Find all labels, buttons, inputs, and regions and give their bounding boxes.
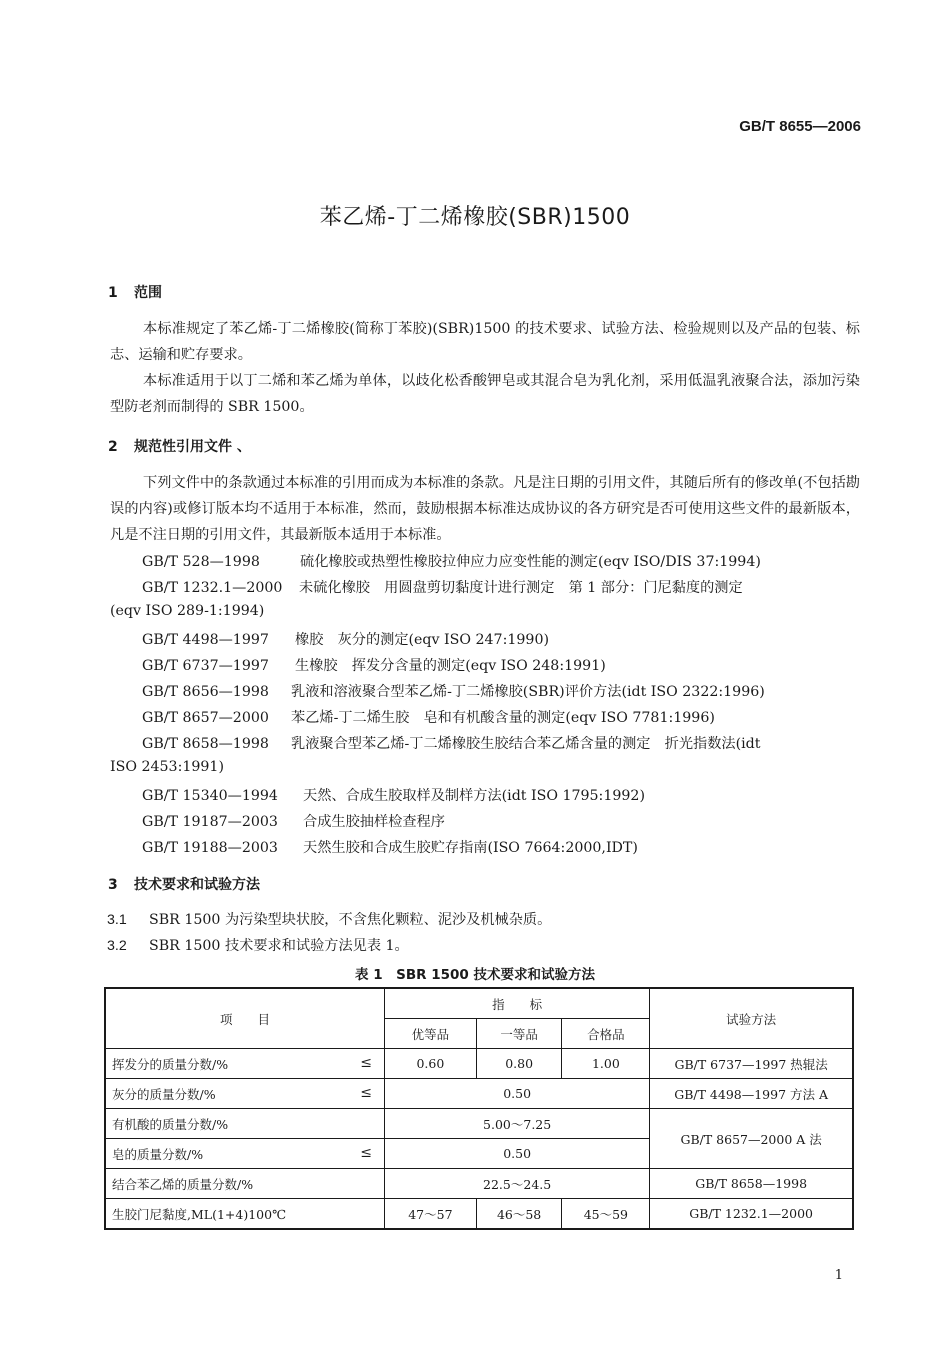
row-item: 结合苯乙烯的质量分数/% [105,1169,385,1199]
spec-table [104,987,854,1230]
clause-3-1: 3.1 SBR 1500 为污染型块状胶，不含焦化颗粒、泥沙及机械杂质。 [107,912,552,928]
row-item: 生胶门尼黏度,ML(1+4)100℃ [105,1199,385,1230]
table-row: 结合苯乙烯的质量分数/% 22.5～24.5 GB/T 8658—1998 [105,1169,853,1199]
reference-line-continuation: (eqv ISO 289-1:1994) [110,603,265,619]
page-number: 1 [834,1268,843,1283]
table-row: 灰分的质量分数/% ≤ 0.50 GB/T 4498—1997 方法 A [105,1079,853,1109]
table-row: 皂的质量分数/% ≤ 0.50 [105,1139,853,1169]
section-3-heading [108,874,260,894]
document-title: 苯乙烯-丁二烯橡胶(SBR)1500 [319,205,631,230]
reference-line: GB/T 8658—1998 乳液聚合型苯乙烯-丁二烯橡胶生胶结合苯乙烯含量的测定 折光指数法(idt [142,736,761,752]
reference-line: GB/T 1232.1—2000 未硫化橡胶 用圆盘剪切黏度计进行测定 第 1 部分：门尼黏度的测定 [142,580,743,596]
table-row: 生胶门尼黏度,ML(1+4)100℃ 47～57 46～58 45～59 GB/T 1232.1—2000 [105,1199,853,1230]
section-number: 1 [108,285,118,301]
section-number: 3 [108,877,118,893]
row-item: 灰分的质量分数/% ≤ [105,1079,385,1109]
section-title: 规范性引用文件 、 [134,439,251,455]
section-title: 范围 [134,285,162,301]
clause-3-2: 3.2 SBR 1500 技术要求和试验方法见表 1。 [107,938,409,954]
section-number: 2 [108,439,118,455]
table-row: 有机酸的质量分数/% 5.00～7.25 GB/T 8657—2000 A 法 [105,1109,853,1139]
reference-line: GB/T 6737—1997 生橡胶 挥发分含量的测定(eqv ISO 248:1991) [142,658,606,674]
table-row: 挥发分的质量分数/% ≤ 0.60 0.80 1.00 GB/T 6737—1997 热辊法 [105,1049,853,1079]
row-item: 有机酸的质量分数/% [105,1109,385,1139]
header-grade-excellent: 优等品 [385,1019,477,1049]
header-index: 指 标 [385,988,650,1019]
reference-line: GB/T 528—1998 硫化橡胶或热塑性橡胶拉伸应力应变性能的测定(eqv ISO/DIS 37:1994) [142,554,761,570]
reference-line: GB/T 15340—1994 天然、合成生胶取样及制样方法(idt ISO 1795:1992) [142,788,645,804]
section-1-paragraph-1: 本标准规定了苯乙烯-丁二烯橡胶(简称丁苯胶)(SBR)1500 的技术要求、试验方法、检验规则以及产品的包装、标志、运输和贮存要求。 [110,321,860,363]
reference-line: GB/T 4498—1997 橡胶 灰分的测定(eqv ISO 247:1990) [142,632,550,648]
reference-line: GB/T 19188—2003 天然生胶和合成生胶贮存指南(ISO 7664:2000,IDT) [142,840,638,856]
table-caption: 表 1 SBR 1500 技术要求和试验方法 [355,967,595,983]
reference-line: GB/T 8657—2000 苯乙烯-丁二烯生胶 皂和有机酸含量的测定(eqv ISO 7781:1996) [142,710,715,726]
section-2-paragraph: 下列文件中的条款通过本标准的引用而成为本标准的条款。凡是注日期的引用文件，其随后所有的修改单(不包括勘误的内容)或修订版本均不适用于本标准，然而，鼓励根据本标准达成协议的各方研究是否可使用这些文件的最新版本，凡是不注日期的引用文件，其最新版本适用于本标准。 [110,475,860,543]
reference-line-continuation: ISO 2453:1991) [110,759,224,775]
header-item: 项 目 [105,988,385,1049]
header-grade-qualified: 合格品 [562,1019,650,1049]
section-1-heading [108,282,162,302]
table-header-row [105,988,853,1019]
header-method: 试验方法 [650,988,853,1049]
row-item: 挥发分的质量分数/% ≤ [105,1049,385,1079]
section-1-paragraph-2: 本标准适用于以丁二烯和苯乙烯为单体，以歧化松香酸钾皂或其混合皂为乳化剂，采用低温乳液聚合法，添加污染型防老剂而制得的 SBR 1500。 [110,373,860,415]
row-item: 皂的质量分数/% ≤ [105,1139,385,1169]
reference-line: GB/T 8656—1998 乳液和溶液聚合型苯乙烯-丁二烯橡胶(SBR)评价方法(idt ISO 2322:1996) [142,684,765,700]
section-title: 技术要求和试验方法 [134,877,260,893]
section-2-heading [108,436,251,456]
reference-line: GB/T 19187—2003 合成生胶抽样检查程序 [142,814,445,830]
standard-code: GB/T 8655—2006 [739,118,861,135]
header-grade-first: 一等品 [476,1019,562,1049]
